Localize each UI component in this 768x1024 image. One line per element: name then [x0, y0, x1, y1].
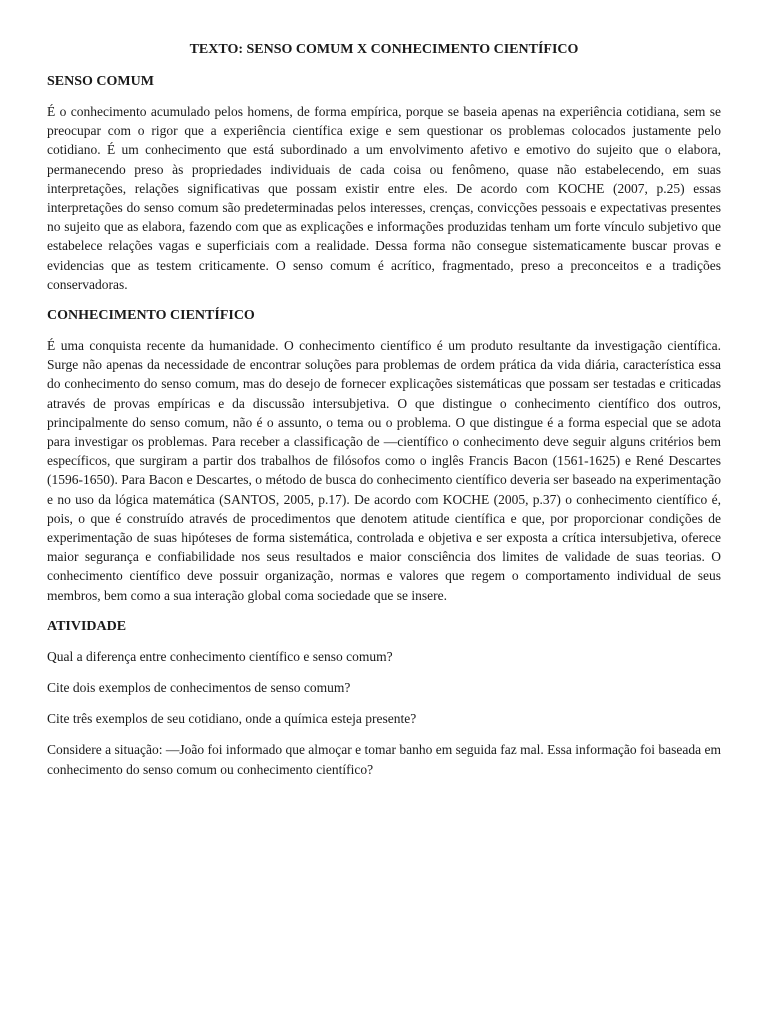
section-heading-atividade: ATIVIDADE: [47, 618, 127, 634]
document-title: TEXTO: SENSO COMUM X CONHECIMENTO CIENTÍFICO: [189, 42, 579, 57]
activity-question-1: Qual a diferença entre conhecimento científico e senso comum?: [47, 648, 393, 664]
paragraph-senso-comum: É o conhecimento acumulado pelos homens, de forma empírica, porque se baseia apenas na experiência cotidiana, sem se preocupar com o rigor que a experiência científica exige e sem questionar os problemas colocados justamente pelo cotidiano. É um conhecimento que está subordinado a um envolvimento afetivo e emotivo do sujeito que o elabora, permanecendo preso às propriedades individuais de cada coisa ou fenômeno, quase não estabelecendo, em suas interpretações, relações significativas que possam existir entre eles. De acordo com KOCHE (2007, p.25) essas interpretações do senso comum são predeterminadas pelos interesses, crenças, convicções pessoais e expectativas presentes no sujeito que as elabora, fazendo com que as explicações e informações produzidas tenham um forte vínculo subjetivo que estabelece relações vagas e superficiais com a realidade. Dessa forma não consegue sistematicamente buscar provas e evidencias que as testem criticamente. O senso comum é acrítico, fragmentado, preso a preconceitos e a tradições conservadoras.: [47, 104, 721, 292]
activity-question-3: Cite três exemplos de seu cotidiano, onde a química esteja presente?: [47, 711, 417, 727]
section-heading-senso-comum: SENSO COMUM: [47, 74, 154, 89]
activity-question-4: Considere a situação: —João foi informado que almoçar e tomar banho em seguida faz mal. Essa informação foi baseada em conhecimento do senso comum ou conhecimento científico?: [47, 742, 722, 777]
activity-question-2: Cite dois exemplos de conhecimentos de senso comum?: [47, 680, 351, 696]
document-page: [47, 40, 721, 791]
paragraph-conhecimento-cientifico: É uma conquista recente da humanidade. O conhecimento científico é um produto resultante da investigação científica. Surge não apenas da necessidade de encontrar soluções para problemas de ordem prática da vida diária, característica essa do conhecimento do senso comum, mas do desejo de fornecer explicações sistemáticas que possam ser testadas e criticadas através de provas empíricas e da discussão intersubjetiva. O que distingue o conhecimento científico dos outros, principalmente do senso comum, não é o assunto, o tema ou o problema. O que distingue é a forma especial que se adota para investigar os problemas. Para receber a classificação de —científico o conhecimento deve seguir alguns critérios bem específicos, que surgiram a partir dos trabalhos de filósofos como o inglês Francis Bacon (1561-1625) e René Descartes (1596-1650). Para Bacon e Descartes, o método de busca do conhecimento científico deveria ser baseado na experimentação e no uso da lógica matemática (SANTOS, 2005, p.17). De acordo com KOCHE (2005, p.37) o conhecimento científico é, pois, o que é construído através de procedimentos que denotem atitude científica e que, por proporcionar condições de experimentação de suas hipóteses de forma sistemática, controlada e objetiva e ser exposta a crítica intersubjetiva, oferece maior segurança e confiabilidade nos seus resultados e maior consciência dos limites de validade de suas teorias. O conhecimento científico deve possuir organização, normas e valores que regem o comportamento individual de seus membros, bem como a sua interação global coma sociedade que se insere.: [47, 338, 721, 603]
section-heading-conhecimento-cientifico: CONHECIMENTO CIENTÍFICO: [47, 308, 255, 324]
